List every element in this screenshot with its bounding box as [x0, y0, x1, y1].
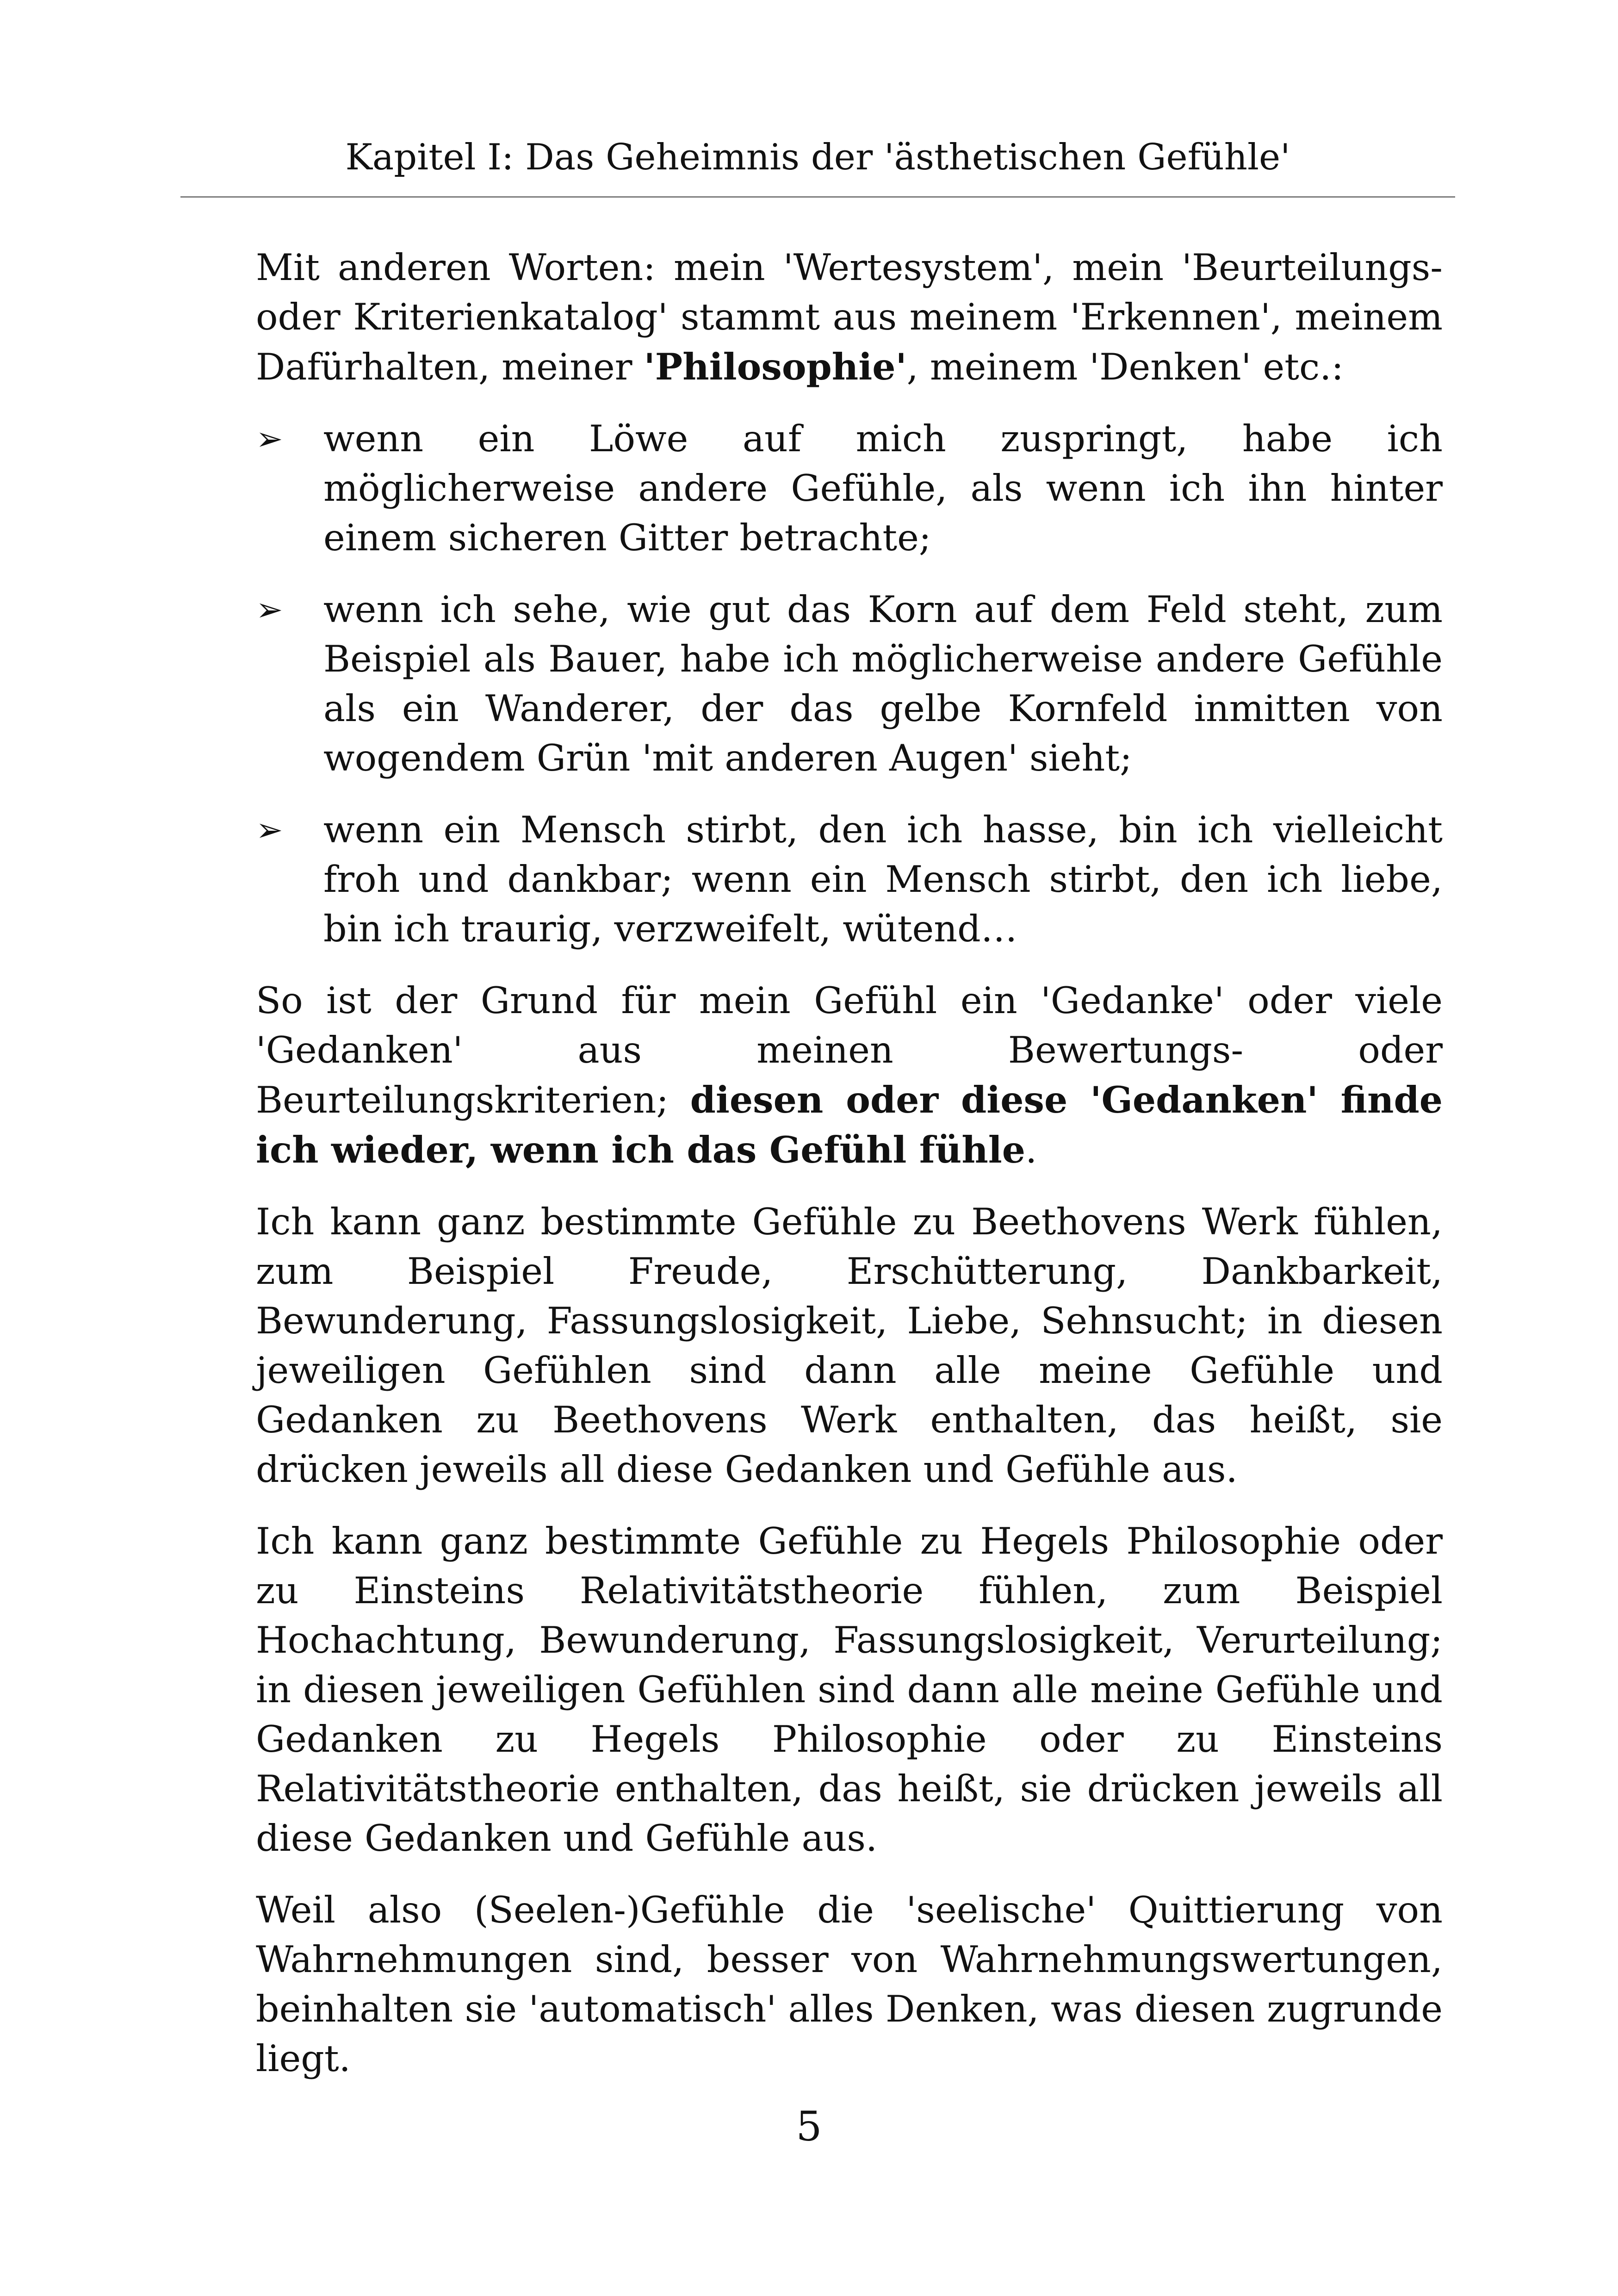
list-item-text: wenn ein Mensch stirbt, den ich hasse, bin ich vielleicht froh und dankbar; wenn ein Mensch stirbt, den ich liebe, bin ich traurig, verzweifelt, wütend… — [323, 809, 1443, 950]
page-body — [256, 243, 1443, 2106]
running-header: Kapitel I: Das Geheimnis der 'ästhetischen Gefühle' — [345, 137, 1290, 178]
header-divider — [180, 196, 1455, 198]
grund-text: So ist der Grund für mein Gefühl ein 'Gedanke' oder viele 'Gedanken' aus meinen Bewertungs- oder Beurteilungskriterien; — [256, 979, 1443, 1121]
list-item — [256, 585, 1443, 783]
intro-paragraph — [256, 243, 1443, 392]
hegel-paragraph: Ich kann ganz bestimmte Gefühle zu Hegels Philosophie oder zu Einsteins Relativitätstheorie fühlen, zum Beispiel Hochachtung, Bewunderung, Fassungslosigkeit, Verurteilung; in diesen jeweiligen Gefühlen sind dann alle meine Gefühle und Gedanken zu Hegels Philosophie oder zu Einsteins Relativitätstheorie enthalten, das heißt, sie drücken jeweils all diese Gedanken und Gefühle aus. — [256, 1520, 1443, 1860]
arrowhead-bullet-icon: ➢ — [256, 811, 283, 849]
intro-text: Mit anderen Worten: mein 'Wertesystem', mein 'Beurteilungs- oder Kriterienkatalog' stammt aus meinem 'Erkennen', meinem Dafürhalten, meiner — [256, 246, 1443, 388]
list-item-text: wenn ich sehe, wie gut das Korn auf dem Feld steht, zum Beispiel als Bauer, habe ich möglicherweise andere Gefühle als ein Wanderer, der das gelbe Kornfeld inmitten von wogendem Grün 'mit anderen Augen' sieht; — [323, 588, 1443, 779]
beethoven-paragraph: Ich kann ganz bestimmte Gefühle zu Beethovens Werk fühlen, zum Beispiel Freude, Erschütterung, Dankbarkeit, Bewunderung, Fassungslosigkeit, Liebe, Sehnsucht; in diesen jeweiligen Gefühlen sind dann alle meine Gefühle und Gedanken zu Beethovens Werk enthalten, das heißt, sie drücken jeweils all diese Gedanken und Gefühle aus. — [256, 1201, 1443, 1491]
list-item — [256, 414, 1443, 563]
intro-bold-text: 'Philosophie' — [644, 345, 907, 388]
bullet-list — [256, 414, 1443, 954]
grund-paragraph — [256, 976, 1443, 1175]
list-item-text: wenn ein Löwe auf mich zuspringt, habe ich möglicherweise andere Gefühle, als wenn ich ihn hinter einem sicheren Gitter betrachte; — [323, 417, 1443, 559]
grund-text-end: . — [1025, 1129, 1037, 1171]
intro-text-end: , meinem 'Denken' etc.: — [906, 346, 1344, 388]
weil-paragraph: Weil also (Seelen-)Gefühle die 'seelische' Quittierung von Wahrnehmungen sind, besser von Wahrnehmungswertungen, beinhalten sie 'automatisch' alles Denken, was diesen zugrunde liegt. — [256, 1889, 1443, 2080]
arrowhead-bullet-icon: ➢ — [256, 420, 283, 458]
arrowhead-bullet-icon: ➢ — [256, 591, 283, 628]
list-item — [256, 805, 1443, 954]
page-number: 5 — [796, 2103, 822, 2150]
grund-bold-text: diesen oder diese 'Gedanken' finde ich wieder, wenn ich das Gefühl fühle — [256, 1078, 1443, 1171]
